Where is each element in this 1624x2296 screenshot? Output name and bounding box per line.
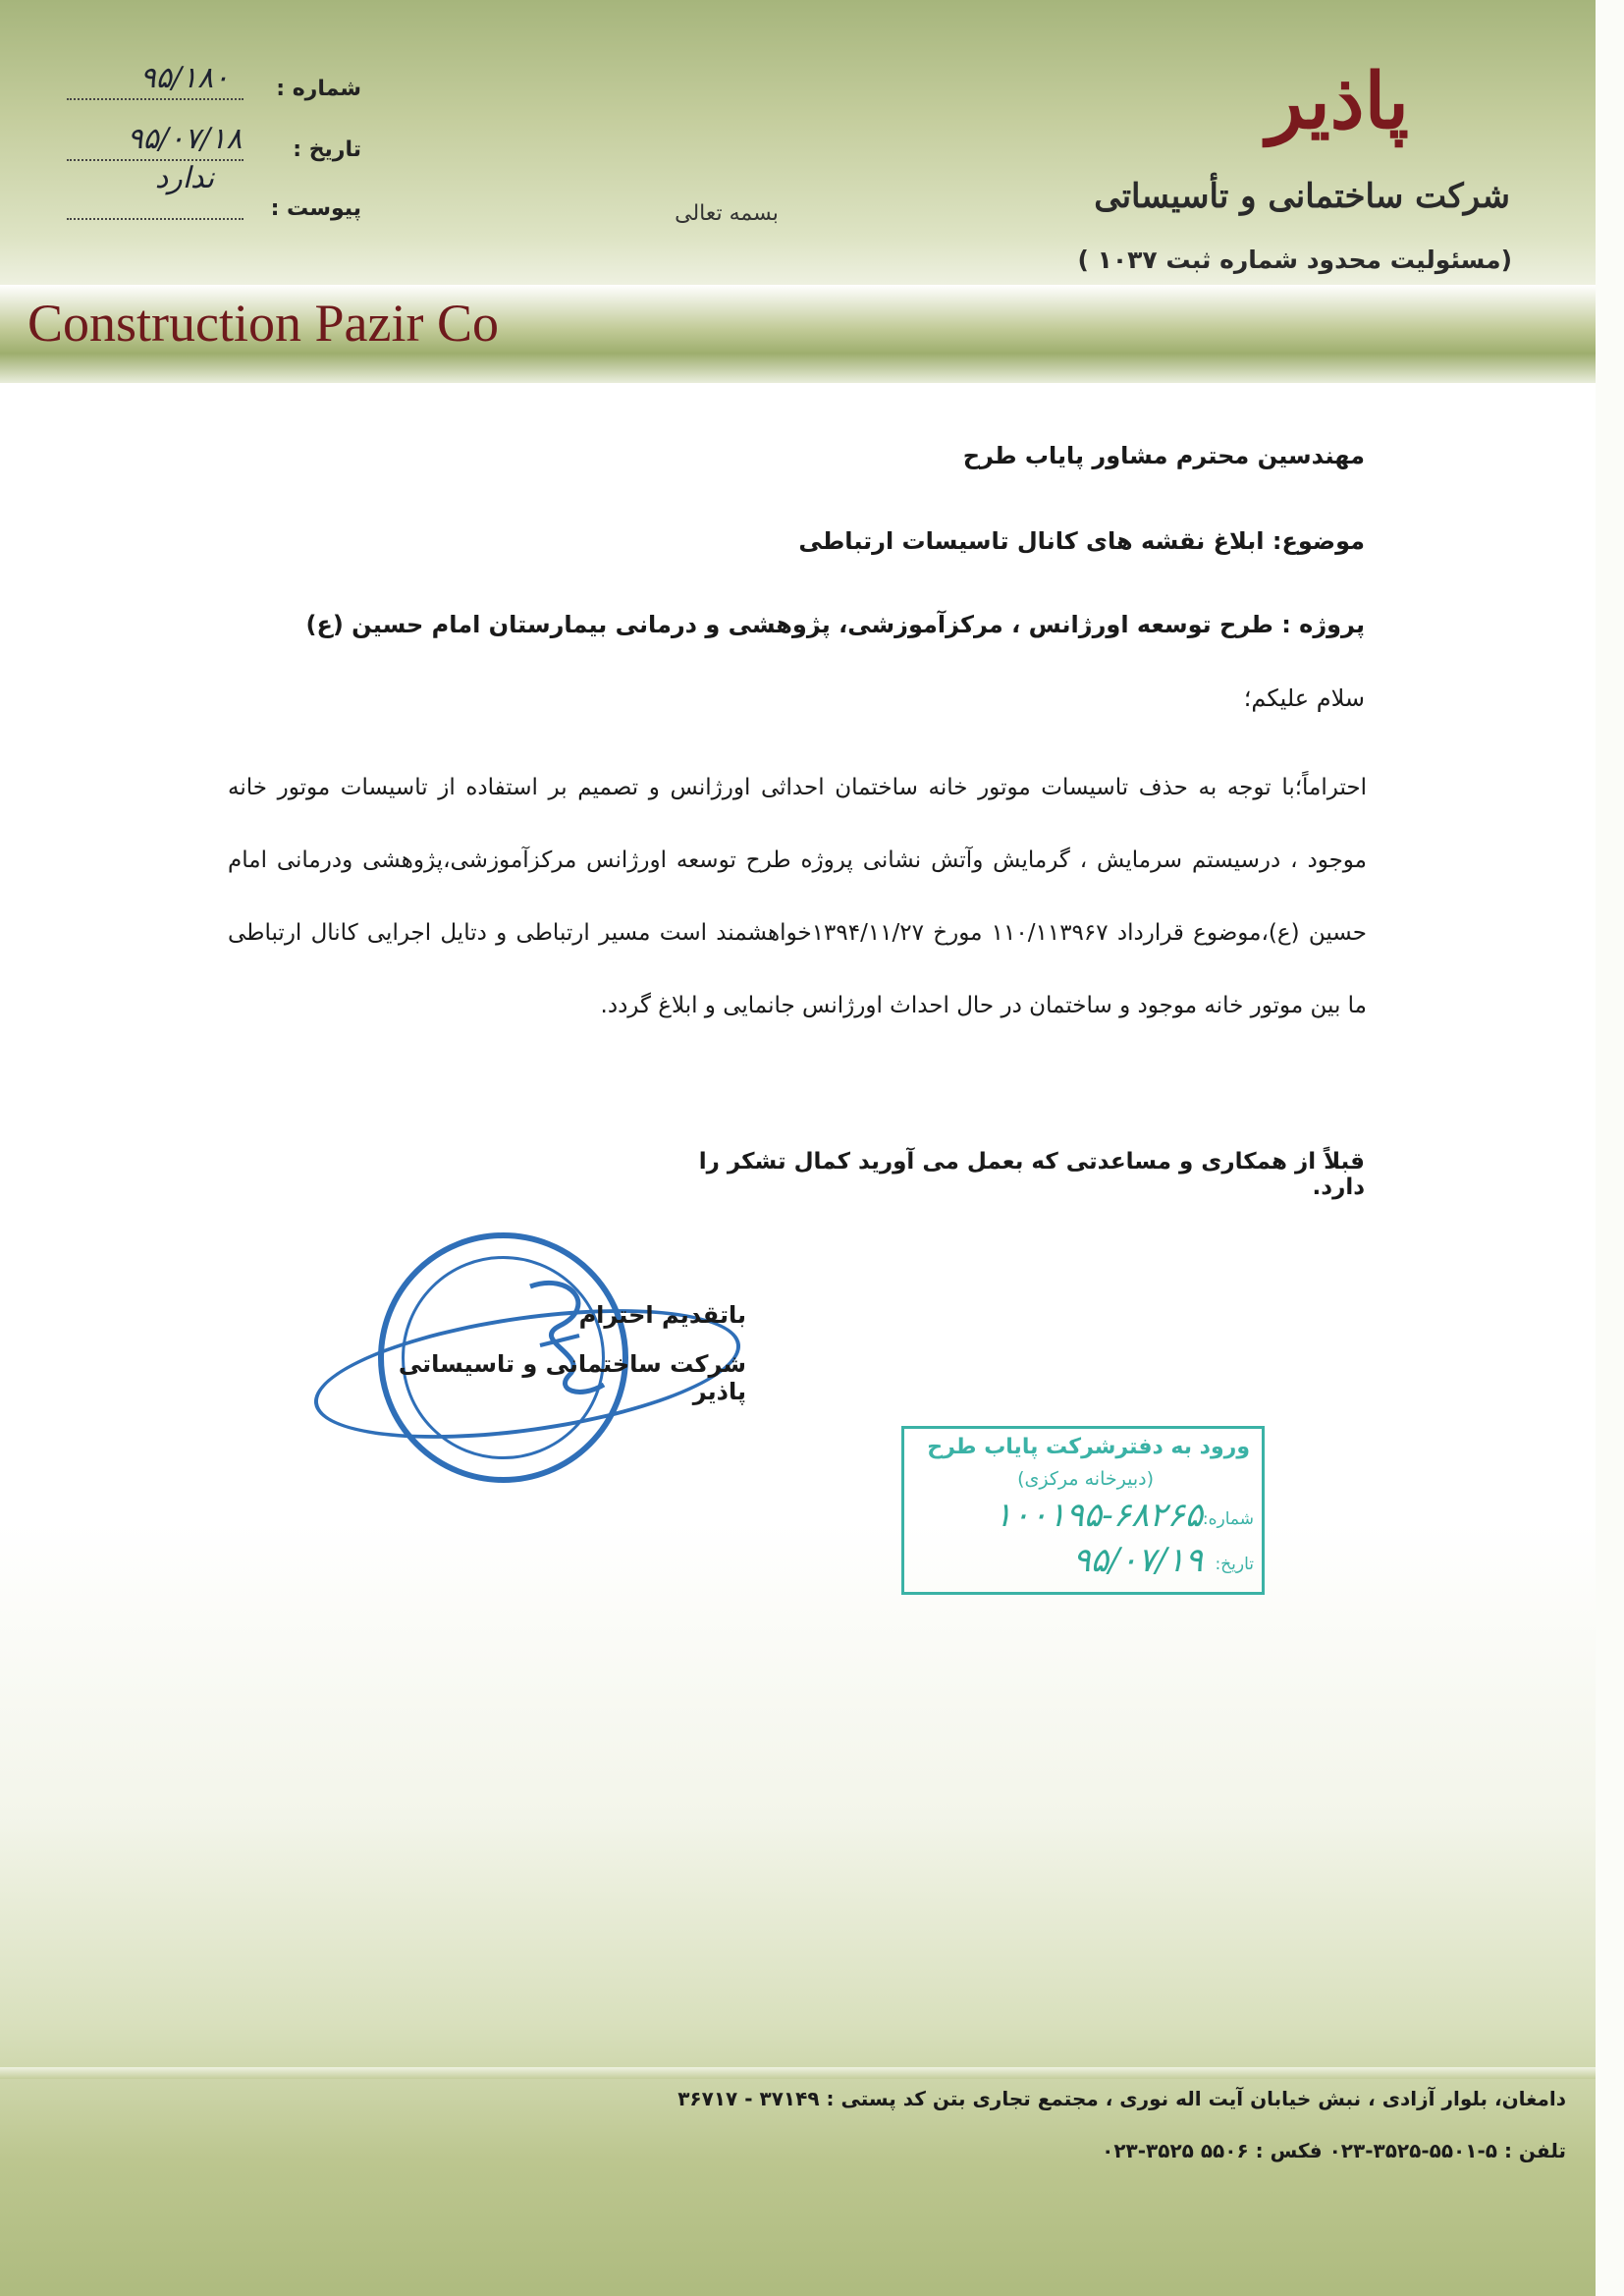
stamp-subtitle: (دبیرخانه مرکزی) (1017, 1468, 1154, 1490)
stamp-number-value: ۱۰۰۱۹۵-۶۸۲۶۵ (994, 1496, 1203, 1535)
letter-attachment-field (67, 161, 361, 228)
stamp-date-value: ۹۵/۰۷/۱۹ (1072, 1541, 1203, 1580)
footer-divider-band (0, 2067, 1596, 2079)
company-name-en: Construction Pazir Co (27, 294, 499, 353)
footer-address: دامغان، بلوار آزادی ، نبش خیابان آیت اله نوری ، مجتمع تجاری بتن کد پستی : ۳۷۱۴۹ - ۳۶۷۱۷ (677, 2087, 1566, 2110)
letter-attachment-label: پیوست : (270, 196, 361, 221)
bismillah-heading: بسمه تعالی (675, 201, 779, 226)
signature-regards: باتقدیم احترام (578, 1301, 746, 1329)
dotted-line (67, 216, 244, 220)
closing-line: قبلاً از همکاری و مساعدتی که بعمل می آورید کمال تشکر را دارد. (698, 1149, 1365, 1200)
recipient-line: مهندسین محترم مشاور پایاب طرح (962, 442, 1365, 469)
letter-number-value: ۹۵/۱۸۰ (139, 61, 230, 95)
greeting-line: سلام علیکم؛ (1243, 684, 1365, 712)
subject-line: موضوع: ابلاغ نقشه های کانال تاسیسات ارتباطی (798, 527, 1365, 555)
stamp-title: ورود به دفترشرکت پایاب طرح (927, 1435, 1250, 1459)
letter-date-value: ۹۵/۰۷/۱۸ (127, 122, 243, 156)
letter-attachment-value: ندارد (154, 161, 215, 195)
letter-number-label: شماره : (276, 77, 361, 101)
company-registration: (مسئولیت محدود شماره ثبت ۱۰۳۷ ) (1077, 246, 1512, 274)
letter-date-label: تاریخ : (293, 137, 361, 162)
signature-company: شرکت ساختمانی و تاسیساتی پاذیر (398, 1350, 746, 1405)
company-name-fa: شرکت ساختمانی و تأسیساتی (1094, 177, 1510, 216)
dotted-line (67, 96, 244, 100)
letter-number-field (67, 61, 361, 108)
receipt-stamp (901, 1426, 1265, 1595)
letter-body-paragraph: احتراماً؛با توجه به حذف تاسیسات موتور خانه ساختمان احداثی اورژانس و تصمیم بر استفاده از تاسیسات موتور خانه موجود ، درسیستم سرمایش ، گرمایش وآتش نشانی پروژه طرح توسعه اورژانس مرکزآموزشی،پژوهشی ودرمانی امام حسین (ع)،موضوع قرارداد ۱۱۰/۱۱۳۹۶۷ مورخ ۱۳۹۴/۱۱/۲۷خواهشمند است مسیر ارتباطی و دتایل اجرایی کانال ارتباطی ما بین موتور خانه موجود و ساختمان در حال احداث اورژانس جانمایی و ابلاغ گردد. (228, 775, 1368, 1018)
project-line: پروژه : طرح توسعه اورژانس ، مرکزآموزشی، پژوهشی و درمانی بیمارستان امام حسین (ع) (305, 611, 1365, 638)
page-edge (1596, 0, 1624, 2296)
company-logo: پاذیر (1267, 57, 1409, 146)
footer-phone: تلفن : ۵-۵۵۰۱-۳۵۲۵-۰۲۳ فکس : ۵۵۰۶ ۳۵۲۵-۰۲۳ (1102, 2139, 1566, 2162)
stamp-number-label: شماره: (1202, 1509, 1254, 1529)
stamp-date-label: تاریخ: (1215, 1555, 1254, 1574)
